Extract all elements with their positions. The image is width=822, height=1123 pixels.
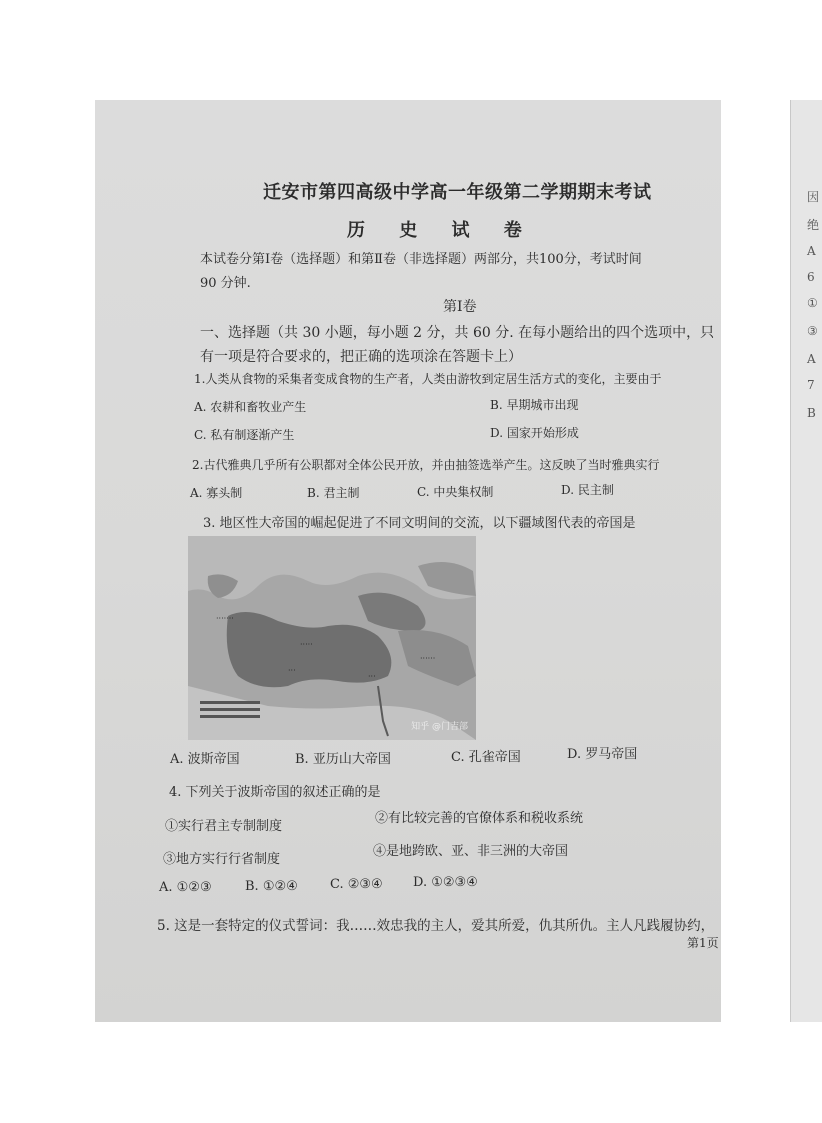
exam-paper — [95, 100, 820, 1022]
q3-option-b: B. 亚历山大帝国 — [295, 752, 391, 767]
next-page-edge — [790, 100, 822, 1022]
map-watermark: 知乎 @门吉部 — [411, 722, 468, 732]
q1-option-b: B. 早期城市出现 — [490, 398, 579, 412]
exam-title: 迁安市第四高级中学高一年级第二学期期末考试 — [263, 182, 652, 203]
q4-statement-2: ②有比较完善的官僚体系和税收系统 — [375, 811, 584, 826]
section-label: 第Ⅰ卷 — [443, 299, 477, 315]
next-page-glyph: B — [807, 406, 816, 420]
q4-option-d: D. ①②③④ — [413, 875, 478, 890]
q4-stem: 4. 下列关于波斯帝国的叙述正确的是 — [169, 785, 381, 800]
map-label: ······ — [420, 654, 436, 663]
intro-line-1: 本试卷分第Ⅰ卷（选择题）和第Ⅱ卷（非选择题）两部分，共100分，考试时间 — [200, 252, 642, 267]
q1-option-c: C. 私有制逐渐产生 — [194, 428, 295, 442]
q1-option-a: A. 农耕和畜牧业产生 — [194, 400, 307, 414]
exam-subtitle: 历 史 试 卷 — [347, 220, 536, 241]
map-label: ······· — [216, 614, 234, 623]
q4-statement-1: ①实行君主专制制度 — [165, 819, 283, 834]
q1-stem: 1.人类从食物的采集者变成食物的生产者，人类由游牧到定居生活方式的变化，主要由于 — [194, 372, 662, 386]
next-page-glyph: A — [807, 244, 816, 258]
q1-option-d: D. 国家开始形成 — [490, 426, 579, 440]
q2-option-a: A. 寡头制 — [190, 486, 243, 500]
q2-option-b: B. 君主制 — [307, 486, 360, 500]
intro-line-2: 90 分钟. — [200, 276, 251, 291]
q4-option-b: B. ①②④ — [245, 879, 298, 894]
q3-option-d: D. 罗马帝国 — [567, 747, 638, 762]
section-instructions-1: 一、选择题（共 30 小题，每小题 2 分，共 60 分. 在每小题给出的四个选项中，只 — [200, 325, 715, 341]
next-page-glyph: 7 — [807, 378, 815, 392]
map-graphic — [188, 536, 476, 740]
next-page-glyph: A — [807, 352, 816, 366]
section-instructions-2: 有一项是符合要求的，把正确的选项涂在答题卡上） — [200, 349, 522, 365]
q4-statement-3: ③地方实行行省制度 — [163, 852, 281, 867]
next-page-glyph: 绝 — [807, 218, 820, 232]
q4-option-c: C. ②③④ — [330, 877, 383, 892]
q4-option-a: A. ①②③ — [159, 880, 212, 895]
q2-stem: 2.古代雅典几乎所有公职都对全体公民开放，并由抽签选举产生。这反映了当时雅典实行 — [192, 458, 660, 472]
q2-option-d: D. 民主制 — [561, 483, 614, 497]
q4-statement-4: ④是地跨欧、亚、非三洲的大帝国 — [373, 844, 569, 859]
q3-option-a: A. 波斯帝国 — [170, 752, 240, 767]
next-page-glyph: 因 — [807, 190, 820, 204]
next-page-glyph: ① — [807, 296, 818, 310]
map-label: ··· — [288, 666, 296, 675]
empire-territory-map — [188, 536, 476, 740]
next-page-glyph: 6 — [807, 270, 815, 284]
next-page-glyph: ③ — [807, 324, 818, 338]
page-number: 第1页 — [687, 936, 719, 950]
q5-stem: 5. 这是一套特定的仪式誓词：我……效忠我的主人，爱其所爱，仇其所仇。主人凡践履协约， — [157, 918, 715, 934]
q2-option-c: C. 中央集权制 — [417, 485, 494, 499]
q3-stem: 3. 地区性大帝国的崛起促进了不同文明间的交流，以下疆域图代表的帝国是 — [203, 516, 636, 531]
map-label: ··· — [368, 672, 376, 681]
map-label: ····· — [300, 640, 313, 649]
q3-option-c: C. 孔雀帝国 — [451, 750, 521, 765]
